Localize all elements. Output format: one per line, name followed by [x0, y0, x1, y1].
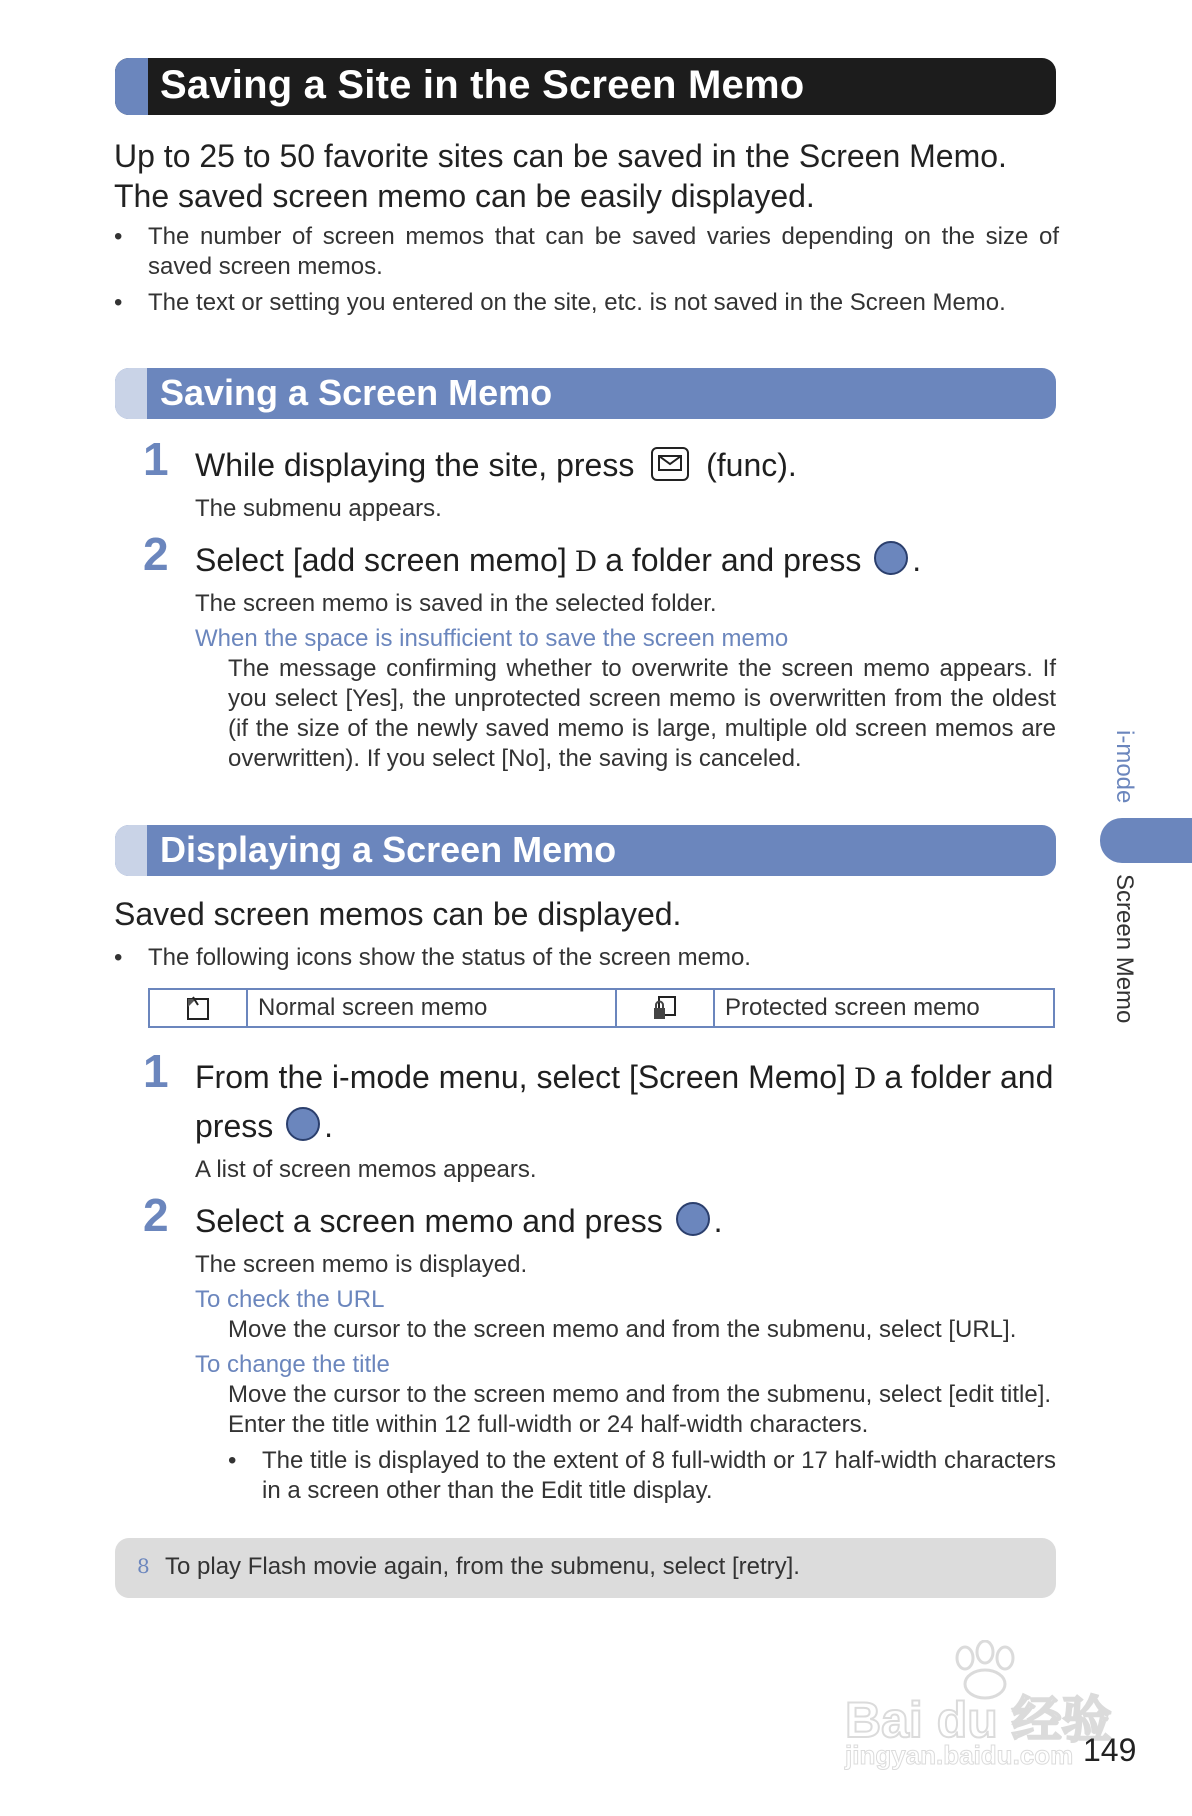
intro-lead: Up to 25 to 50 favorite sites can be saved in the Screen Memo. The saved screen memo can be easily displayed. — [114, 138, 1007, 214]
sub-text-change-title-1: Move the cursor to the screen memo and from the submenu, select [edit title]. — [228, 1381, 1052, 1408]
section2-lead: Saved screen memos can be displayed. — [114, 896, 682, 932]
protected-memo-label-cell — [715, 990, 1053, 1026]
protected-memo-icon — [651, 994, 679, 1022]
normal-memo-label: Normal screen memo — [258, 994, 488, 1021]
page-number: 149 — [1083, 1732, 1137, 1768]
step-2-text-c: . — [912, 542, 922, 578]
display-step-1-instruction — [195, 1057, 1053, 1099]
side-index-tab — [1100, 818, 1192, 863]
status-icon-table — [148, 988, 1055, 1028]
arrow-d-icon: D — [853, 1062, 877, 1095]
change-title-bullet — [228, 1446, 1056, 1506]
display-step-1-instruction-cont — [195, 1106, 333, 1146]
display-step-2-instruction — [195, 1201, 723, 1241]
sub-text-change-title-2: Enter the title within 12 full-width or 24 half-width characters. — [228, 1411, 869, 1438]
display-step-2-text-a: Select a screen memo and press — [195, 1203, 663, 1239]
sub-text-check-url: Move the cursor to the screen memo and from the submenu, select [URL]. — [228, 1316, 1017, 1343]
step-1-note: The submenu appears. — [195, 495, 442, 522]
step-number: 2 — [143, 1189, 169, 1241]
intro-bullet-2 — [114, 288, 1059, 318]
sub-heading-check-url: To check the URL — [195, 1286, 385, 1313]
arrow-d-icon: D — [574, 545, 598, 578]
step-2-text-b: a folder and press — [605, 542, 862, 578]
banner-tab-marker — [115, 58, 148, 115]
select-key-icon — [286, 1107, 320, 1141]
change-title-bullet-text: The title is displayed to the extent of 8 full-width or 17 half-width characters in a screen other than the Edit title display. — [262, 1447, 1056, 1504]
section-title-saving: Saving a Screen Memo — [160, 372, 553, 413]
normal-memo-icon — [184, 995, 212, 1021]
step-2-note: The screen memo is saved in the selected folder. — [195, 590, 717, 617]
display-step-1-text-b: a folder and — [884, 1059, 1054, 1095]
side-label-section: Screen Memo — [1111, 874, 1138, 1024]
display-step-1-text-c: press — [195, 1108, 274, 1144]
display-step-1-note: A list of screen memos appears. — [195, 1156, 537, 1183]
main-title-banner — [115, 58, 1056, 115]
mail-key-icon — [651, 447, 689, 481]
page-title: Saving a Site in the Screen Memo — [160, 63, 805, 107]
intro-bullet-1-text: The number of screen memos that can be saved varies depending on the size of saved screen memos. — [148, 223, 1059, 280]
step-2-text-a: Select [add screen memo] — [195, 542, 567, 578]
bullet-dot: • — [228, 1447, 237, 1474]
protected-memo-label: Protected screen memo — [725, 994, 980, 1021]
footnote-mark-icon: 8 — [137, 1554, 150, 1578]
section-banner-displaying — [115, 825, 1056, 876]
display-step-1-text-d: . — [324, 1108, 334, 1144]
footnote-text: To play Flash movie again, from the submenu, select [retry]. — [165, 1553, 800, 1580]
bullet-dot: • — [114, 223, 123, 250]
normal-memo-label-cell — [248, 990, 617, 1026]
intro-bullet-1 — [114, 222, 1059, 282]
section2-bullet — [114, 943, 1059, 973]
sub-heading-insufficient: When the space is insufficient to save the screen memo — [195, 625, 789, 652]
section-title-displaying: Displaying a Screen Memo — [160, 829, 617, 870]
step-number: 2 — [143, 528, 169, 580]
step-number: 1 — [143, 433, 169, 485]
bullet-dot: • — [114, 289, 123, 316]
display-step-2-note: The screen memo is displayed. — [195, 1251, 528, 1278]
normal-memo-icon-cell — [150, 990, 248, 1026]
step-number: 1 — [143, 1045, 169, 1097]
select-key-icon — [676, 1202, 710, 1236]
bullet-dot: • — [114, 944, 123, 971]
watermark-logo-text: Bai du 经验 — [845, 1692, 1112, 1748]
step-1-text-b: (func). — [706, 447, 797, 483]
sub-heading-change-title: To change the title — [195, 1351, 390, 1378]
sub-text-insufficient: The message confirming whether to overwrite the screen memo appears. If you select [Yes], the unprotected screen memo is overwritten from the oldest (if the size of the newly saved memo is large, multiple old screen memos are overwritten). If you select [No], the saving is canceled. — [228, 655, 1056, 772]
step-2-instruction — [195, 540, 921, 582]
side-label-chapter: i-mode — [1111, 730, 1138, 804]
watermark-url: jingyan.baidu.com — [845, 1740, 1074, 1770]
section2-bullet-text: The following icons show the status of the screen memo. — [148, 944, 751, 971]
step-1-text-a: While displaying the site, press — [195, 447, 635, 483]
banner-tab-marker — [115, 368, 147, 419]
display-step-1-text-a: From the i-mode menu, select [Screen Memo] — [195, 1059, 846, 1095]
select-key-icon — [874, 541, 908, 575]
banner-tab-marker — [115, 825, 147, 876]
protected-memo-icon-cell — [617, 990, 715, 1026]
section-banner-saving — [115, 368, 1056, 419]
intro-bullet-2-text: The text or setting you entered on the site, etc. is not saved in the Screen Memo. — [148, 289, 1006, 316]
footnote-box — [115, 1538, 1056, 1598]
step-1-instruction — [195, 445, 797, 485]
display-step-2-text-b: . — [713, 1203, 723, 1239]
